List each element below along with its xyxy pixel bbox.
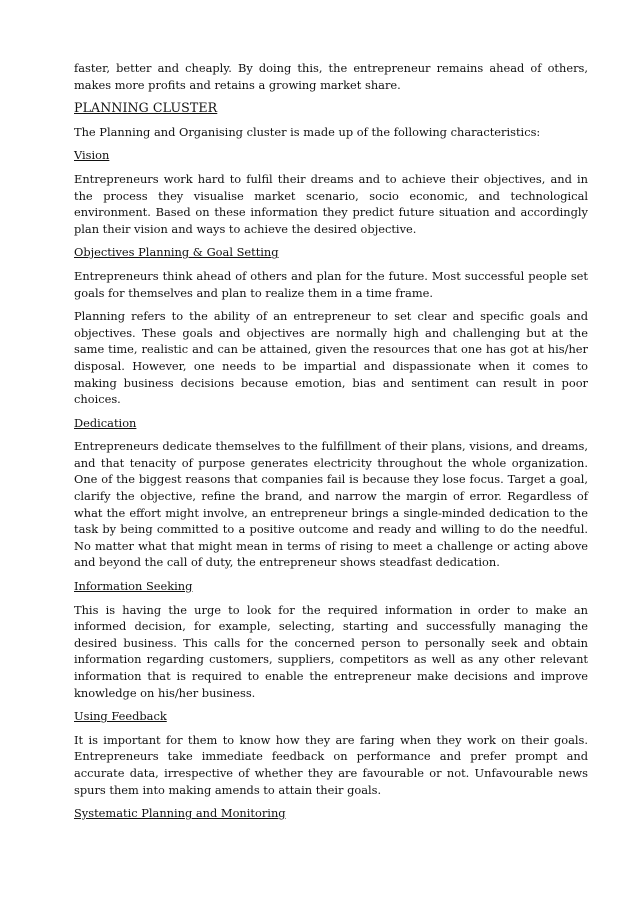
cluster-intro: The Planning and Organising cluster is made up of the following characteristics:	[74, 124, 541, 139]
section-heading-systematic-planning: Systematic Planning and Monitoring	[74, 806, 286, 821]
document-page	[74, 60, 588, 829]
section-paragraph: Entrepreneurs work hard to fulfil their dreams and to achieve their objectives, and in the process they visualise market scenario, socio economic, and technological environment. Based on these information they predict future situation and accordingly plan their vision and ways to achieve the desired objective.	[74, 171, 588, 236]
section-paragraph: Entrepreneurs dedicate themselves to the fulfillment of their plans, visions, and dreams, and that tenacity of purpose generates electricity throughout the whole organization. One of the biggest reasons that companies fail is because they lose focus. Target a goal, clarify the objective, refine the brand, and narrow the margin of error. Regardless of what the effort might involve, an entrepreneur brings a single-minded dedication to the task by being committed to a positive outcome and ready and willing to do the needful. No matter what that might mean in terms of rising to meet a challenge or acting above and beyond the call of duty, the entrepreneur shows steadfast dedication.	[74, 439, 588, 570]
section-heading-vision: Vision	[74, 148, 110, 163]
cluster-title: PLANNING CLUSTER	[74, 100, 218, 116]
section-paragraph: This is having the urge to look for the required information in order to make an informed decision, for example, selecting, starting and successfully managing the desired business. This calls for the concerned person to personally seek and obtain information regarding customers, suppliers, competitors as well as any other relevant information that is required to enable the entrepreneur make decisions and improve knowledge on his/her business.	[74, 602, 588, 700]
section-paragraph: Entrepreneurs think ahead of others and plan for the future. Most successful people set goals for themselves and plan to realize them in a time frame.	[74, 268, 588, 300]
section-heading-objectives-planning: Objectives Planning & Goal Setting	[74, 245, 279, 260]
section-heading-information-seeking: Information Seeking	[74, 579, 193, 594]
section-paragraph: It is important for them to know how they are faring when they work on their goals. Entrepreneurs take immediate feedback on performance and prefer prompt and accurate data, irrespective of whether they are favourable or not. Unfavourable news spurs them into making amends to attain their goals.	[74, 732, 588, 797]
section-paragraph: Planning refers to the ability of an entrepreneur to set clear and specific goals and objectives. These goals and objectives are normally high and challenging but at the same time, realistic and can be attained, given the resources that one has got at his/her disposal. However, one needs to be impartial and dispassionate when it comes to making business decisions because emotion, bias and sentiment can result in poor choices.	[74, 309, 588, 407]
section-heading-dedication: Dedication	[74, 415, 137, 430]
intro-paragraph: faster, better and cheaply. By doing this, the entrepreneur remains ahead of others, makes more profits and retains a growing market share.	[74, 61, 588, 92]
section-heading-using-feedback: Using Feedback	[74, 709, 167, 724]
